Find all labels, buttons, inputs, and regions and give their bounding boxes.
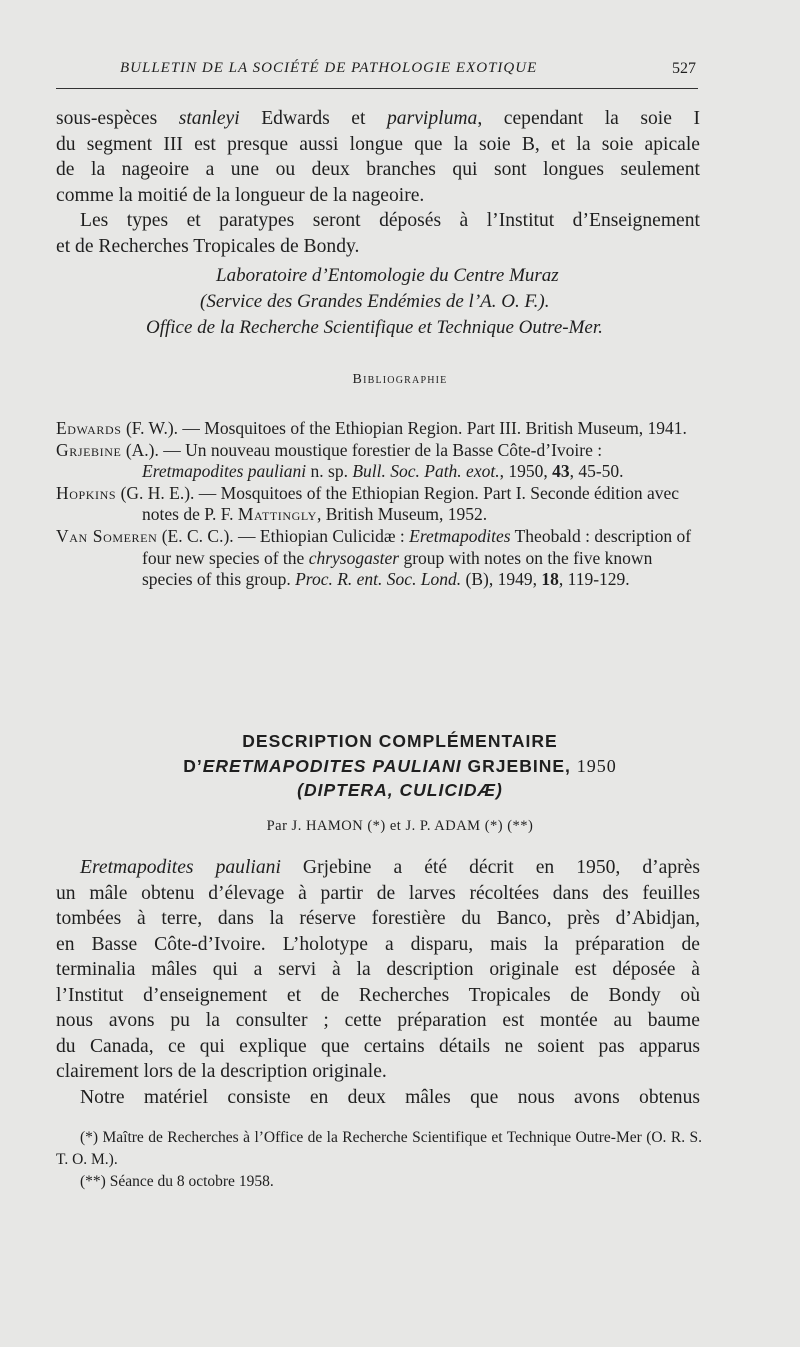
bibliography-list xyxy=(56,418,700,591)
paragraph-1-line-4 xyxy=(56,932,700,958)
ref-author: Grjebine xyxy=(56,439,122,460)
header-rule xyxy=(56,88,698,89)
ref-text: (B), 1949, xyxy=(461,569,542,590)
text-run: Edwards et xyxy=(239,108,387,129)
text-run: terminalia mâles qui a servi à la description originale est déposée à xyxy=(56,959,700,980)
intro-line-1 xyxy=(56,106,700,132)
types-paragraph xyxy=(56,208,700,259)
ref-text: (E. C. C.). — Ethiopian Culicidæ : xyxy=(157,525,410,546)
intro-line-3 xyxy=(56,157,700,183)
ref-text: , British Museum, 1952. xyxy=(316,504,488,525)
text-run: clairement lors de la description originale. xyxy=(56,1061,387,1082)
running-header xyxy=(56,58,706,82)
types-line-2: et de Recherches Tropicales de Bondy. xyxy=(56,235,360,257)
page-number: 527 xyxy=(672,60,696,77)
footnote-2: (**) Séance du 8 octobre 1958. xyxy=(80,1173,274,1190)
ref-journal: Bull. Soc. Path. exot. xyxy=(352,461,500,482)
text-run: de la nageoire a une ou deux branches qui sont longues seulement xyxy=(56,159,700,180)
ref-author: Van Someren xyxy=(56,525,158,546)
reference-hopkins xyxy=(56,483,700,526)
affiliation-line-1: Laboratoire d’Entomologie du Centre Muraz xyxy=(216,265,559,286)
text-run: tombées à terre, dans la réserve forestière du Banco, près d’Abidjan, xyxy=(56,908,700,929)
affiliation xyxy=(56,263,700,341)
ref-author: Edwards xyxy=(56,418,122,438)
paragraph-1-line-7 xyxy=(56,1008,700,1034)
article-title-line-1: DESCRIPTION COMPLÉMENTAIRE xyxy=(242,731,558,751)
title-author: GRJEBINE, xyxy=(461,756,577,776)
ref-text: , 45-50. xyxy=(569,461,624,482)
title-taxon: (DIPTERA, CULICIDÆ) xyxy=(297,780,503,800)
ref-journal: Proc. R. ent. Soc. Lond. xyxy=(295,569,462,590)
ref-author: Hopkins xyxy=(56,482,117,503)
article-title-line-3 xyxy=(0,780,800,801)
ref-text: (G. H. E.). — Mosquitoes of the Ethiopian Region. Part I. Seconde édition avec notes de P. F. xyxy=(116,482,679,525)
text-run: sous-espèces xyxy=(56,108,179,129)
text-run: du Canada, ce qui explique que certains détails ne soient pas apparus xyxy=(56,1035,700,1057)
intro-paragraph xyxy=(56,106,700,208)
intro-line-4 xyxy=(56,183,700,209)
ref-species: Eretmapodites pauliani xyxy=(142,461,307,482)
ref-coauthor: Mattingly xyxy=(237,504,317,525)
text-run: comme la moitié de la longueur de la nageoire. xyxy=(56,184,425,206)
paragraph-2-line: Notre matériel consiste en deux mâles que nous avons obtenus xyxy=(80,1087,700,1108)
article-title-line-2 xyxy=(0,756,800,777)
article-paragraph-1 xyxy=(56,855,700,1085)
reference-edwards xyxy=(56,418,700,440)
italic-term: parvipluma xyxy=(386,108,478,129)
reference-van-someren xyxy=(56,526,700,591)
italic-term: stanleyi xyxy=(178,108,240,129)
paragraph-1-line-1 xyxy=(56,855,700,881)
article-authors: Par J. HAMON (*) et J. P. ADAM (*) (**) xyxy=(266,818,534,834)
affiliation-line-2: (Service des Grandes Endémies de l’A. O. F.). xyxy=(200,291,550,312)
ref-text: (A.). — Un nouveau moustique forestier de la Basse Côte-d’Ivoire : xyxy=(121,439,603,460)
ref-text: n. sp. xyxy=(306,461,353,482)
reference-grjebine xyxy=(56,440,700,483)
text-run: du segment III est presque aussi longue que la soie B, et la soie apicale xyxy=(56,133,700,155)
ref-text: , 1950, xyxy=(499,461,553,482)
title-year: 1950 xyxy=(576,756,617,776)
ref-genus: Eretmapodites xyxy=(409,525,511,546)
intro-line-2 xyxy=(56,132,700,158)
ref-text: Theobald : description of four new species of the xyxy=(142,525,692,568)
paragraph-1-line-3 xyxy=(56,906,700,932)
article-paragraph-2 xyxy=(56,1085,700,1111)
types-line-1: Les types et paratypes seront déposés à l’Institut d’Enseignement xyxy=(80,210,700,231)
ref-group: chrysogaster xyxy=(308,547,400,568)
text-run: Grjebine a été décrit en 1950, d’après xyxy=(280,857,700,878)
ref-text: group with notes on the five known species of this group. xyxy=(142,547,653,590)
ref-text: (F. W.). — Mosquitoes of the Ethiopian Region. Part III. British Museum, 1941. xyxy=(121,418,687,438)
title-species: ERETMAPODITES PAULIANI xyxy=(202,756,462,776)
footnotes xyxy=(56,1127,702,1193)
running-title: BULLETIN DE LA SOCIÉTÉ DE PATHOLOGIE EXOTIQUE xyxy=(120,60,538,76)
text-run: en Basse Côte-d’Ivoire. L’holotype a disparu, mais la préparation de xyxy=(56,933,700,955)
title-prefix: D’ xyxy=(183,756,203,776)
italic-term: Eretmapodites pauliani xyxy=(80,857,281,878)
bibliography-title: Bibliographie xyxy=(352,372,448,387)
affiliation-line-3: Office de la Recherche Scientifique et Technique Outre-Mer. xyxy=(146,317,603,338)
text-run: , cependant la soie I xyxy=(477,108,700,129)
footnote-1: (*) Maître de Recherches à l’Office de la Recherche Scientifique et Technique Outre-Mer (O. R. S. T. O. M.). xyxy=(56,1129,702,1168)
paragraph-1-line-8 xyxy=(56,1034,700,1060)
text-run: nous avons pu la consulter ; cette préparation est montée au baume xyxy=(56,1010,700,1031)
paragraph-1-line-9 xyxy=(56,1059,700,1085)
text-run: un mâle obtenu d’élevage à partir de larves récoltées dans des feuilles xyxy=(56,882,700,904)
text-run: l’Institut d’enseignement et de Recherches Tropicales de Bondy où xyxy=(56,984,700,1006)
ref-volume: 18 xyxy=(541,569,559,590)
paragraph-1-line-5 xyxy=(56,957,700,983)
paragraph-1-line-2 xyxy=(56,881,700,907)
ref-text: , 119-129. xyxy=(558,569,630,590)
paragraph-1-line-6 xyxy=(56,983,700,1009)
ref-volume: 43 xyxy=(552,461,570,482)
